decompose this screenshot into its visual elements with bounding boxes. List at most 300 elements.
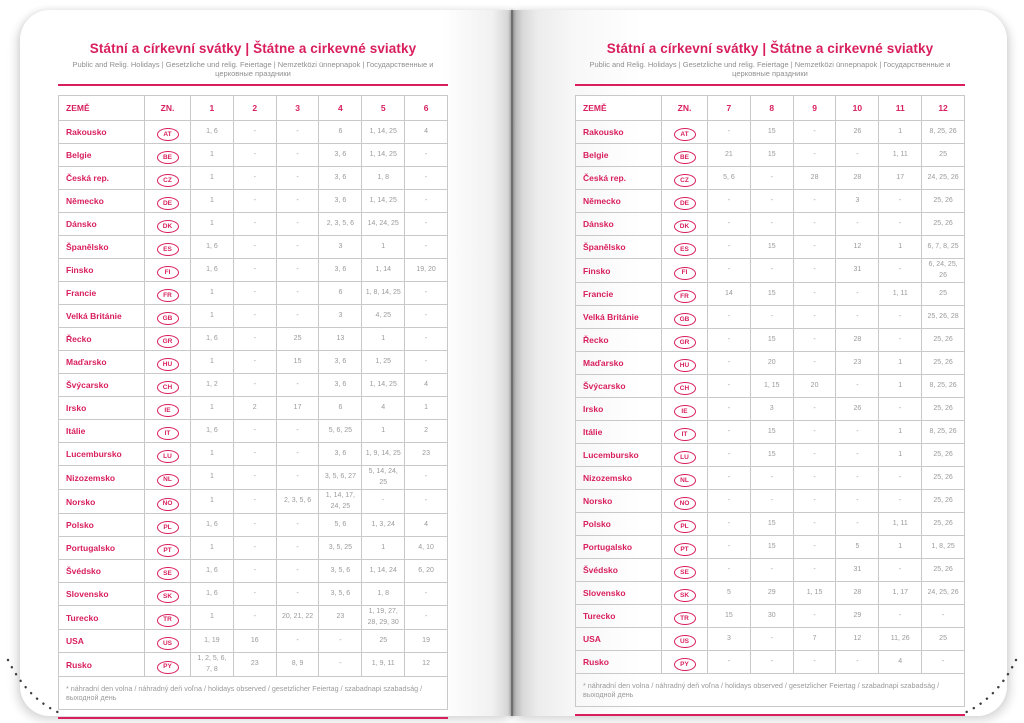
- holiday-days-cell: -: [276, 583, 319, 606]
- country-name: Portugalsko: [59, 537, 145, 560]
- country-code-badge: US: [674, 635, 696, 648]
- holiday-days-cell: 3, 6: [319, 190, 362, 213]
- table-row: [59, 606, 448, 630]
- holiday-days-cell: 1: [191, 537, 234, 560]
- country-name: Itálie: [576, 421, 662, 444]
- holiday-days-cell: 1: [191, 490, 234, 514]
- country-name: Irsko: [59, 397, 145, 420]
- country-code-badge: SK: [157, 590, 179, 603]
- country-code-badge: PL: [674, 520, 696, 533]
- holiday-days-cell: 17: [879, 167, 922, 190]
- holiday-days-cell: -: [836, 467, 879, 490]
- table-row: [59, 653, 448, 677]
- country-code-badge: NL: [157, 474, 179, 487]
- holiday-days-cell: -: [233, 420, 276, 443]
- holiday-days-cell: 1, 6: [191, 560, 234, 583]
- holiday-days-cell: 1, 14, 25: [362, 190, 405, 213]
- header-row: [576, 96, 965, 121]
- holiday-days-cell: -: [319, 653, 362, 677]
- country-code-cell: [662, 628, 708, 651]
- table-row: [576, 421, 965, 444]
- country-name: Česká rep.: [576, 167, 662, 190]
- country-code-badge: PY: [674, 658, 696, 671]
- holiday-days-cell: -: [405, 190, 448, 213]
- footnote-row: [576, 674, 965, 707]
- country-code-cell: [662, 236, 708, 259]
- column-header-month: 12: [922, 96, 965, 121]
- holiday-days-cell: 3, 6: [319, 374, 362, 397]
- holiday-days-cell: -: [793, 467, 836, 490]
- country-code-cell: [145, 190, 191, 213]
- country-code-badge: CH: [157, 381, 179, 394]
- column-header-code: ZN.: [145, 96, 191, 121]
- holiday-days-cell: 25, 26, 28: [922, 306, 965, 329]
- table-row: [59, 443, 448, 466]
- country-code-badge: LU: [157, 450, 179, 463]
- holiday-days-cell: -: [233, 121, 276, 144]
- country-code-cell: [145, 121, 191, 144]
- country-code-badge: TR: [674, 612, 696, 625]
- holiday-days-cell: -: [233, 490, 276, 514]
- country-code-badge: CH: [674, 382, 696, 395]
- country-code-badge: GR: [674, 336, 696, 349]
- holiday-days-cell: 3: [319, 236, 362, 259]
- holiday-days-cell: 25: [362, 630, 405, 653]
- right-page: [513, 10, 1007, 716]
- holiday-days-cell: -: [708, 259, 751, 283]
- holiday-days-cell: 6: [319, 121, 362, 144]
- country-name: Česká rep.: [59, 167, 145, 190]
- holiday-days-cell: -: [405, 490, 448, 514]
- column-header-month: 3: [276, 96, 319, 121]
- holiday-days-cell: 4, 10: [405, 537, 448, 560]
- holiday-days-cell: -: [922, 605, 965, 628]
- country-name: Lucembursko: [576, 444, 662, 467]
- country-code-badge: FI: [674, 267, 696, 280]
- holiday-days-cell: -: [708, 421, 751, 444]
- country-code-cell: [662, 559, 708, 582]
- holiday-days-cell: -: [276, 560, 319, 583]
- holiday-days-cell: 23: [319, 606, 362, 630]
- country-name: Řecko: [59, 328, 145, 351]
- country-code-badge: FR: [157, 289, 179, 302]
- holiday-days-cell: -: [276, 514, 319, 537]
- table-row: [59, 328, 448, 351]
- country-code-cell: [145, 653, 191, 677]
- holiday-days-cell: 15: [750, 283, 793, 306]
- holiday-days-cell: -: [276, 537, 319, 560]
- holiday-days-cell: -: [879, 329, 922, 352]
- table-row: [576, 329, 965, 352]
- country-code-cell: [662, 582, 708, 605]
- holiday-days-cell: 1, 8, 25: [922, 536, 965, 559]
- holiday-days-cell: -: [276, 466, 319, 490]
- holiday-days-cell: 15: [750, 513, 793, 536]
- holiday-days-cell: 3, 6: [319, 443, 362, 466]
- holiday-days-cell: -: [233, 466, 276, 490]
- holiday-days-cell: 1, 15: [750, 375, 793, 398]
- country-name: Finsko: [59, 259, 145, 282]
- holiday-days-cell: -: [276, 236, 319, 259]
- holiday-days-cell: 6, 20: [405, 560, 448, 583]
- country-code-cell: [145, 630, 191, 653]
- page-title: Státní a církevní svátky | Štátne a cirkevné sviatky: [89, 41, 417, 56]
- holiday-days-cell: 1, 14, 17, 24, 25: [319, 490, 362, 514]
- country-name: Nizozemsko: [576, 467, 662, 490]
- holiday-days-cell: -: [276, 121, 319, 144]
- holiday-days-cell: 2: [233, 397, 276, 420]
- table-body: [576, 121, 965, 674]
- country-code-badge: DE: [674, 197, 696, 210]
- country-name: Dánsko: [576, 213, 662, 236]
- country-name: Nizozemsko: [59, 466, 145, 490]
- country-name: Itálie: [59, 420, 145, 443]
- holiday-days-cell: 31: [836, 259, 879, 283]
- country-code-badge: DK: [157, 220, 179, 233]
- holiday-days-cell: 5, 6, 25: [319, 420, 362, 443]
- country-code-badge: GB: [674, 313, 696, 326]
- holiday-days-cell: 1, 14: [362, 259, 405, 282]
- column-header-month: 2: [233, 96, 276, 121]
- holidays-table-months-1-6: [58, 95, 448, 710]
- table-row: [576, 536, 965, 559]
- holiday-days-cell: 1, 6: [191, 328, 234, 351]
- holiday-days-cell: -: [793, 513, 836, 536]
- holiday-days-cell: -: [233, 374, 276, 397]
- holiday-days-cell: -: [405, 328, 448, 351]
- holiday-days-cell: 15: [708, 605, 751, 628]
- table-row: [576, 121, 965, 144]
- holiday-days-cell: -: [836, 421, 879, 444]
- country-name: Rakousko: [576, 121, 662, 144]
- holiday-days-cell: 24, 25, 26: [922, 582, 965, 605]
- holiday-days-cell: 1, 17: [879, 582, 922, 605]
- holiday-days-cell: -: [750, 467, 793, 490]
- holiday-days-cell: -: [708, 306, 751, 329]
- country-name: Francie: [59, 282, 145, 305]
- holiday-days-cell: -: [750, 651, 793, 674]
- holiday-days-cell: -: [276, 167, 319, 190]
- holiday-days-cell: -: [276, 144, 319, 167]
- country-code-cell: [662, 375, 708, 398]
- holiday-days-cell: 8, 25, 26: [922, 375, 965, 398]
- holiday-days-cell: -: [708, 513, 751, 536]
- table-row: [59, 213, 448, 236]
- holiday-days-cell: -: [233, 282, 276, 305]
- holiday-days-cell: -: [793, 490, 836, 513]
- table-row: [59, 121, 448, 144]
- table-row: [59, 282, 448, 305]
- country-code-cell: [145, 305, 191, 328]
- country-name: Belgie: [576, 144, 662, 167]
- holiday-days-cell: -: [233, 606, 276, 630]
- country-name: Řecko: [576, 329, 662, 352]
- holiday-days-cell: 1, 15: [793, 582, 836, 605]
- holiday-days-cell: 20, 21, 22: [276, 606, 319, 630]
- country-name: Španělsko: [576, 236, 662, 259]
- holiday-days-cell: 25, 26: [922, 444, 965, 467]
- table-row: [576, 628, 965, 651]
- right-page-content: [575, 10, 965, 716]
- country-code-cell: [662, 352, 708, 375]
- table-row: [59, 236, 448, 259]
- country-name: Švýcarsko: [59, 374, 145, 397]
- holiday-days-cell: 1: [879, 421, 922, 444]
- country-code-cell: [662, 398, 708, 421]
- country-code-badge: CZ: [674, 174, 696, 187]
- table-row: [576, 167, 965, 190]
- holiday-days-cell: 1, 14, 25: [362, 144, 405, 167]
- country-code-badge: CZ: [157, 174, 179, 187]
- column-header-month: 10: [836, 96, 879, 121]
- holiday-days-cell: 3: [708, 628, 751, 651]
- holiday-days-cell: 5, 14, 24, 25: [362, 466, 405, 490]
- country-name: Lucembursko: [59, 443, 145, 466]
- country-name: Rusko: [576, 651, 662, 674]
- holiday-days-cell: 1: [191, 351, 234, 374]
- country-code-cell: [662, 283, 708, 306]
- holiday-days-cell: 26: [836, 121, 879, 144]
- holiday-days-cell: -: [362, 490, 405, 514]
- holiday-days-cell: 1: [362, 537, 405, 560]
- country-code-badge: IT: [157, 427, 179, 440]
- column-header-month: 7: [708, 96, 751, 121]
- holiday-days-cell: -: [276, 630, 319, 653]
- country-code-badge: SK: [674, 589, 696, 602]
- holiday-days-cell: -: [793, 283, 836, 306]
- holiday-days-cell: 6, 7, 8, 25: [922, 236, 965, 259]
- holiday-days-cell: -: [708, 329, 751, 352]
- holiday-days-cell: -: [750, 167, 793, 190]
- holiday-days-cell: 2, 3, 5, 6: [319, 213, 362, 236]
- country-code-cell: [662, 121, 708, 144]
- holiday-days-cell: 1, 6: [191, 236, 234, 259]
- country-code-cell: [145, 443, 191, 466]
- country-name: Slovensko: [576, 582, 662, 605]
- holiday-days-cell: 1, 6: [191, 420, 234, 443]
- holiday-days-cell: -: [836, 213, 879, 236]
- country-code-cell: [145, 236, 191, 259]
- holiday-days-cell: 12: [836, 236, 879, 259]
- holiday-days-cell: -: [836, 444, 879, 467]
- holiday-days-cell: 1: [879, 236, 922, 259]
- country-name: Španělsko: [59, 236, 145, 259]
- holiday-days-cell: 19: [405, 630, 448, 653]
- table-row: [576, 513, 965, 536]
- holiday-days-cell: 25: [276, 328, 319, 351]
- holiday-days-cell: 4: [405, 514, 448, 537]
- holiday-days-cell: -: [750, 559, 793, 582]
- country-name: Polsko: [576, 513, 662, 536]
- country-code-cell: [145, 537, 191, 560]
- holiday-days-cell: 15: [750, 421, 793, 444]
- table-row: [576, 490, 965, 513]
- country-code-cell: [662, 467, 708, 490]
- holiday-days-cell: 1: [879, 536, 922, 559]
- country-name: Švédsko: [576, 559, 662, 582]
- holiday-days-cell: 28: [836, 167, 879, 190]
- holiday-days-cell: -: [793, 259, 836, 283]
- table-row: [59, 259, 448, 282]
- table-row: [576, 306, 965, 329]
- holiday-days-cell: -: [836, 375, 879, 398]
- country-code-badge: NO: [157, 498, 179, 511]
- holiday-days-cell: -: [233, 190, 276, 213]
- holiday-days-cell: -: [750, 628, 793, 651]
- country-code-badge: PY: [157, 661, 179, 674]
- holiday-days-cell: 25, 26: [922, 559, 965, 582]
- holiday-days-cell: 25, 26: [922, 352, 965, 375]
- holiday-days-cell: 3, 5, 25: [319, 537, 362, 560]
- holiday-days-cell: 3, 6: [319, 144, 362, 167]
- holiday-days-cell: 1, 8: [362, 167, 405, 190]
- holiday-days-cell: 6: [319, 397, 362, 420]
- country-code-badge: LU: [674, 451, 696, 464]
- column-header-country: ZEMĚ: [576, 96, 662, 121]
- country-name: Turecko: [576, 605, 662, 628]
- holiday-days-cell: -: [233, 328, 276, 351]
- holiday-days-cell: -: [879, 213, 922, 236]
- country-code-badge: DK: [674, 220, 696, 233]
- holiday-days-cell: -: [793, 236, 836, 259]
- holidays-table-months-7-12: [575, 95, 965, 707]
- table-footer: [576, 674, 965, 707]
- table-row: [59, 466, 448, 490]
- holiday-days-cell: 2, 3, 5, 6: [276, 490, 319, 514]
- holiday-days-cell: -: [793, 329, 836, 352]
- holiday-days-cell: -: [233, 167, 276, 190]
- table-row: [576, 283, 965, 306]
- holiday-days-cell: 3: [750, 398, 793, 421]
- column-header-code: ZN.: [662, 96, 708, 121]
- holiday-days-cell: -: [750, 259, 793, 283]
- holiday-days-cell: -: [708, 490, 751, 513]
- holiday-days-cell: -: [793, 352, 836, 375]
- column-header-month: 1: [191, 96, 234, 121]
- table-row: [576, 144, 965, 167]
- table-body: [59, 121, 448, 677]
- holiday-days-cell: 1, 25: [362, 351, 405, 374]
- holiday-days-cell: 5: [836, 536, 879, 559]
- holiday-days-cell: 14, 24, 25: [362, 213, 405, 236]
- country-name: Belgie: [59, 144, 145, 167]
- holiday-days-cell: 1, 6: [191, 121, 234, 144]
- country-code-cell: [145, 374, 191, 397]
- holiday-days-cell: 4: [405, 374, 448, 397]
- holiday-days-cell: 4, 25: [362, 305, 405, 328]
- country-code-badge: IE: [674, 405, 696, 418]
- country-code-badge: GR: [157, 335, 179, 348]
- country-name: Švýcarsko: [576, 375, 662, 398]
- table-row: [59, 144, 448, 167]
- holiday-days-cell: 1: [362, 236, 405, 259]
- country-code-cell: [145, 466, 191, 490]
- holiday-days-cell: -: [708, 444, 751, 467]
- holiday-days-cell: -: [793, 306, 836, 329]
- country-code-cell: [662, 536, 708, 559]
- holiday-days-cell: 1, 2, 5, 6, 7, 8: [191, 653, 234, 677]
- footnote-text: * náhradní den volna / náhradný deň voľna / holidays observed / gesetzlicher Feiertag / szabadnapi szabadság / выходной день: [576, 674, 965, 707]
- holiday-days-cell: -: [276, 282, 319, 305]
- holiday-days-cell: -: [276, 190, 319, 213]
- holiday-days-cell: -: [708, 651, 751, 674]
- holiday-days-cell: 1: [191, 443, 234, 466]
- column-header-month: 4: [319, 96, 362, 121]
- holiday-days-cell: -: [879, 190, 922, 213]
- holiday-days-cell: 25: [922, 628, 965, 651]
- holiday-days-cell: 25, 26: [922, 190, 965, 213]
- holiday-days-cell: 12: [405, 653, 448, 677]
- country-name: Francie: [576, 283, 662, 306]
- holiday-days-cell: -: [405, 305, 448, 328]
- holiday-days-cell: -: [793, 421, 836, 444]
- country-code-cell: [145, 560, 191, 583]
- country-name: Německo: [59, 190, 145, 213]
- holiday-days-cell: 1: [191, 466, 234, 490]
- holiday-days-cell: -: [879, 259, 922, 283]
- holiday-days-cell: -: [750, 490, 793, 513]
- holiday-days-cell: -: [233, 443, 276, 466]
- holiday-days-cell: 13: [319, 328, 362, 351]
- page-subtitle: Public and Relig. Holidays | Gesetzliche und relig. Feiertage | Nemzetközi ünnepnapok | Государственные и церковные праздники: [589, 60, 951, 78]
- table-row: [59, 560, 448, 583]
- country-code-badge: ES: [674, 243, 696, 256]
- holiday-days-cell: -: [233, 560, 276, 583]
- country-code-badge: BE: [157, 151, 179, 164]
- country-name: Irsko: [576, 398, 662, 421]
- holiday-days-cell: 1, 6: [191, 259, 234, 282]
- holiday-days-cell: -: [233, 144, 276, 167]
- holiday-days-cell: 5, 6: [319, 514, 362, 537]
- country-code-badge: NL: [674, 474, 696, 487]
- holiday-days-cell: 1: [362, 328, 405, 351]
- holiday-days-cell: 25, 26: [922, 490, 965, 513]
- holiday-days-cell: 5: [708, 582, 751, 605]
- country-code-cell: [145, 213, 191, 236]
- holiday-days-cell: -: [708, 536, 751, 559]
- holiday-days-cell: -: [836, 513, 879, 536]
- holiday-days-cell: 25: [922, 283, 965, 306]
- holiday-days-cell: 3: [836, 190, 879, 213]
- holiday-days-cell: -: [233, 213, 276, 236]
- holiday-days-cell: 25, 26: [922, 467, 965, 490]
- country-code-badge: IE: [157, 404, 179, 417]
- country-code-cell: [662, 651, 708, 674]
- holiday-days-cell: 25: [922, 144, 965, 167]
- country-code-cell: [662, 306, 708, 329]
- holiday-days-cell: 16: [233, 630, 276, 653]
- country-name: Německo: [576, 190, 662, 213]
- accent-rule-top: [58, 84, 448, 86]
- holiday-days-cell: 1: [191, 144, 234, 167]
- holiday-days-cell: -: [708, 236, 751, 259]
- country-code-badge: BE: [674, 151, 696, 164]
- holiday-days-cell: 3, 5, 6, 27: [319, 466, 362, 490]
- holiday-days-cell: 24, 25, 26: [922, 167, 965, 190]
- holiday-days-cell: -: [836, 490, 879, 513]
- country-code-cell: [145, 397, 191, 420]
- holiday-days-cell: -: [233, 514, 276, 537]
- holiday-days-cell: 23: [836, 352, 879, 375]
- table-row: [59, 490, 448, 514]
- holiday-days-cell: 25, 26: [922, 398, 965, 421]
- holiday-days-cell: -: [405, 583, 448, 606]
- holiday-days-cell: 4: [362, 397, 405, 420]
- table-row: [576, 352, 965, 375]
- holiday-days-cell: 6: [319, 282, 362, 305]
- holiday-days-cell: -: [233, 236, 276, 259]
- table-header: [59, 96, 448, 121]
